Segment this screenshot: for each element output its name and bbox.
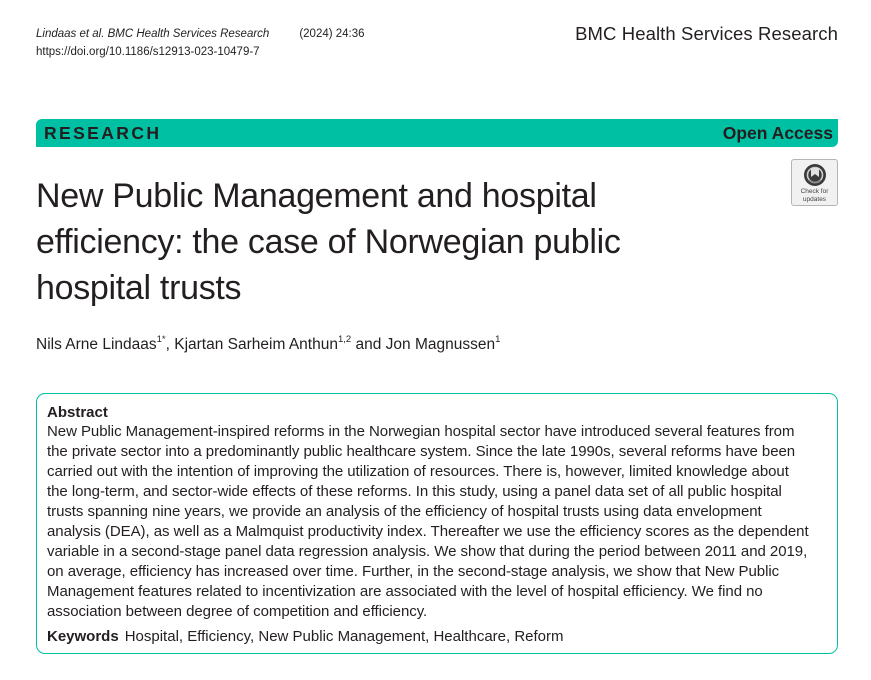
citation-authors: Lindaas et al. — [36, 28, 105, 40]
abstract-line: carried out with the intention of improving the utilization of resources. There is, however, limited knowledge about — [47, 463, 789, 480]
author-separator: and — [351, 336, 386, 353]
open-access-label: Open Access — [722, 123, 833, 143]
journal-name: BMC Health Services Research — [575, 23, 838, 44]
abstract-line: Management features related to incentivization are associated with the level of hospital efficiency. We find no — [47, 583, 763, 600]
citation-journal: BMC Health Services Research — [107, 28, 270, 40]
author-name[interactable]: Jon Magnussen — [385, 336, 496, 353]
keywords-label: Keywords — [47, 628, 119, 645]
author-name[interactable]: Kjartan Sarheim Anthun — [174, 336, 338, 353]
author-list — [36, 336, 500, 354]
section-label: RESEARCH — [44, 123, 162, 143]
author-separator: , — [165, 336, 175, 353]
abstract-line: trusts spanning nine years, we provide an analysis of the efficiency of hospital trusts using data envelopment — [47, 503, 762, 520]
article-title: New Public Management and hospital efficiency: the case of Norwegian public hospital trusts — [36, 177, 621, 307]
doi-link[interactable]: https://doi.org/10.1186/s12913-023-10479-7 — [36, 46, 260, 58]
author-name[interactable]: Nils Arne Lindaas — [36, 336, 157, 353]
citation-year-volume: (2024) 24:36 — [299, 28, 365, 40]
check-for-updates-icon — [803, 163, 827, 187]
badge-text-line2: updates — [802, 196, 827, 203]
abstract-line: variable in a second-stage panel data regression analysis. We show that during the period between 2011 and 2019, — [47, 543, 808, 560]
citation-header — [36, 25, 365, 61]
abstract-line: analysis (DEA), as well as a Malmquist productivity index. Thereafter we use the efficiency scores as the dependent — [47, 523, 809, 540]
abstract-line: New Public Management-inspired reforms in the Norwegian hospital sector have introduced several features from — [47, 423, 795, 440]
abstract-line: association between degree of competition and efficiency. — [47, 603, 428, 620]
abstract-line: the private sector into a predominantly public healthcare system. Since the late 1990s, several reforms have been — [47, 443, 796, 460]
check-for-updates-badge[interactable] — [791, 159, 838, 206]
author-affiliation: 1 — [495, 334, 501, 345]
abstract-line: the long-term, and sector-wide effects of these reforms. In this study, using a panel data set of all public hospital — [47, 483, 782, 500]
keywords-list: Hospital, Efficiency, New Public Management, Healthcare, Reform — [124, 628, 564, 645]
abstract-line: on average, efficiency has increased over time. Further, in the second-stage analysis, we show that New Public — [47, 563, 780, 580]
author-affiliation: 1* — [156, 334, 166, 345]
abstract-box — [36, 393, 838, 654]
badge-text-line1: Check for — [800, 188, 829, 195]
citation-line — [36, 25, 365, 43]
author-affiliation: 1,2 — [337, 334, 352, 345]
keywords-row — [47, 627, 827, 647]
abstract-text — [47, 422, 827, 622]
section-banner — [36, 119, 838, 147]
abstract-heading: Abstract — [47, 404, 108, 421]
